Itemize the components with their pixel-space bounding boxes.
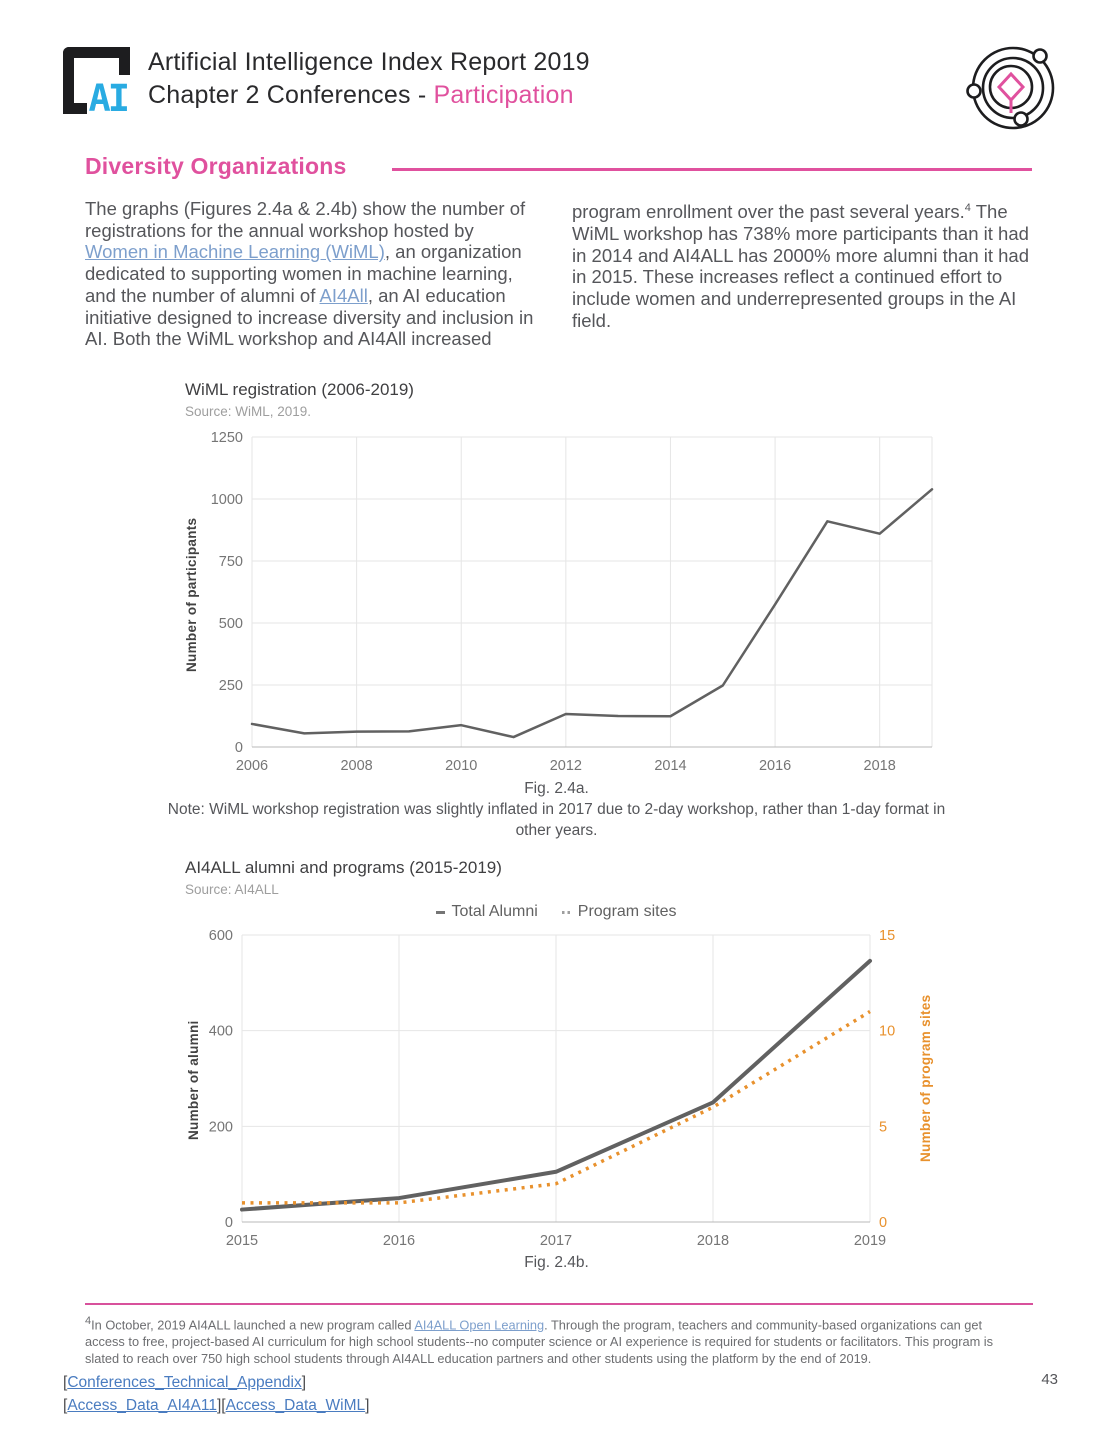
gridlines	[252, 437, 932, 747]
intro-paragraph-right	[572, 198, 1032, 331]
ai4all-chart-title: AI4ALL alumni and programs (2015-2019)	[185, 858, 502, 877]
footnote	[85, 1313, 1020, 1367]
x-axis-tick: 2016	[758, 758, 792, 774]
wiml-link[interactable]: Women in Machine Learning (WiML)	[85, 241, 385, 263]
dotted-line-legend-icon	[562, 911, 571, 914]
footer-link-line-1	[63, 1371, 369, 1394]
x-axis-tick: 2012	[549, 758, 582, 774]
bracket: [	[63, 1397, 68, 1414]
fig-2-4a-note: Note: WiML workshop registration was slightly inflated in 2017 due to 2-day workshop, rather than 1-day format in other years.	[167, 801, 946, 839]
footnote-ref-4: 4	[964, 202, 971, 214]
intro-right-text-2: The WiML workshop has 738% more participants than it had in 2014 and AI4ALL has 2000% more alumni than it had in 2015. These increases reflect a continued effort to include women and underrepresented groups in the AI field.	[572, 201, 1029, 331]
solid-line-legend-icon	[436, 911, 445, 914]
access-data-ai4all-link[interactable]: Access_Data_AI4A11	[67, 1397, 217, 1414]
ai4all-chart-source: Source: AI4ALL	[185, 882, 279, 897]
y-axis-tick: 400	[208, 1023, 233, 1040]
ai4all-alumni-chart	[182, 925, 922, 1260]
intro-paragraph-left	[85, 198, 537, 350]
ai-index-logo	[63, 47, 130, 120]
wiml-y-axis-title: Number of participants	[184, 517, 199, 673]
footnote-rule	[85, 1303, 1033, 1305]
ai4all-open-learning-link[interactable]: AI4ALL Open Learning	[414, 1317, 545, 1333]
right-y-axis-tick: 5	[879, 1119, 888, 1136]
wiml-registration-chart	[182, 430, 934, 780]
bracket: [	[221, 1397, 226, 1414]
x-axis-tick: 2006	[235, 758, 269, 774]
legend-label-total-alumni: Total Alumni	[451, 903, 538, 920]
footnote-marker: 4	[85, 1315, 92, 1327]
series-line-wiml-registrations	[252, 489, 932, 737]
x-axis-tick: 2018	[863, 758, 896, 774]
chapter-subtitle	[148, 79, 590, 112]
ai4all-right-axis-title: Number of program sites	[918, 994, 933, 1162]
header-titles	[148, 46, 590, 112]
bracket: ]	[216, 1397, 222, 1414]
bracket: ]	[301, 1374, 307, 1391]
chapter-prefix: Chapter 2 Conferences -	[148, 81, 434, 109]
wiml-chart-source: Source: WiML, 2019.	[185, 404, 312, 419]
conferences-technical-appendix-link[interactable]: Conferences_Technical_Appendix	[67, 1374, 302, 1391]
footnote-text-1: In October, 2019 AI4ALL launched a new program called	[91, 1317, 415, 1333]
chapter-highlight: Participation	[433, 81, 574, 109]
logo-ai-text: AI	[88, 77, 127, 120]
y-axis-tick: 200	[208, 1119, 233, 1136]
y-axis-tick: 600	[208, 928, 233, 944]
fig-2-4b-caption	[0, 1252, 1113, 1273]
bracket: [	[63, 1374, 68, 1391]
intro-left-text-3: , an AI education initiative designed to increase diversity and inclusion in AI. Both the WiML workshop and AI4All increased	[85, 284, 534, 350]
intro-left-text-2: , an organization dedicated to supporting women in machine learning, and the number of alumni of	[85, 241, 522, 306]
right-y-axis-tick: 15	[879, 928, 896, 944]
y-axis-tick: 750	[218, 554, 243, 570]
x-axis-tick: 2017	[539, 1233, 573, 1249]
footnote-text-2: . Through the program, teachers and community-based organizations can get access to free, project-based AI curriculum for high school students--no computer science or AI experience is required for students or facilitators. This program is slated to reach over 750 high school students through AI4ALL education partners and other students using the platform by the end of 2019.	[85, 1317, 994, 1367]
fig-2-4a-label: Fig. 2.4a.	[524, 780, 589, 797]
y-axis-tick: 0	[224, 1215, 233, 1231]
access-data-wiml-link[interactable]: Access_Data_WiML	[225, 1397, 366, 1414]
x-axis-tick: 2008	[340, 758, 373, 774]
x-axis-tick: 2019	[853, 1233, 887, 1249]
page-title: Diversity Organizations	[85, 153, 347, 179]
footer-links	[63, 1371, 369, 1417]
fig-2-4a-caption	[0, 778, 1113, 841]
page-number: 43	[1041, 1371, 1058, 1388]
x-axis-tick: 2016	[382, 1233, 416, 1249]
x-axis-tick: 2015	[225, 1233, 259, 1249]
ai4all-link[interactable]: AI4All	[319, 284, 368, 306]
y-axis-tick: 1250	[210, 430, 243, 446]
ai4all-left-axis-title: Number of alumni	[186, 1020, 201, 1141]
legend-item-program-sites	[562, 903, 677, 921]
report-title: Artificial Intelligence Index Report 2019	[148, 48, 590, 76]
fig-2-4b-label: Fig. 2.4b.	[524, 1254, 589, 1271]
gridlines	[242, 935, 870, 1222]
right-y-axis-tick: 0	[879, 1215, 888, 1231]
legend-item-total-alumni	[436, 903, 538, 921]
x-axis-tick: 2010	[445, 758, 478, 774]
orbit-logo-icon	[963, 36, 1063, 136]
x-axis-tick: 2018	[696, 1233, 730, 1249]
wiml-chart-title: WiML registration (2006-2019)	[185, 380, 414, 399]
bracket: ]	[365, 1397, 370, 1414]
ai4all-chart-legend	[242, 903, 870, 921]
intro-right-text-1: program enrollment over the past several years.	[572, 201, 965, 223]
y-axis-tick: 1000	[210, 492, 243, 508]
x-axis-tick: 2014	[654, 758, 687, 774]
y-axis-tick: 0	[234, 740, 243, 756]
y-axis-tick: 250	[218, 678, 243, 694]
legend-label-program-sites: Program sites	[577, 903, 677, 920]
y-axis-tick: 500	[218, 616, 243, 632]
heading-rule	[392, 168, 1032, 171]
footer-link-line-2	[63, 1394, 369, 1417]
right-y-axis-tick: 10	[879, 1023, 896, 1040]
intro-left-text-1: The graphs (Figures 2.4a & 2.4b) show the number of registrations for the annual workshop hosted by	[85, 198, 526, 241]
